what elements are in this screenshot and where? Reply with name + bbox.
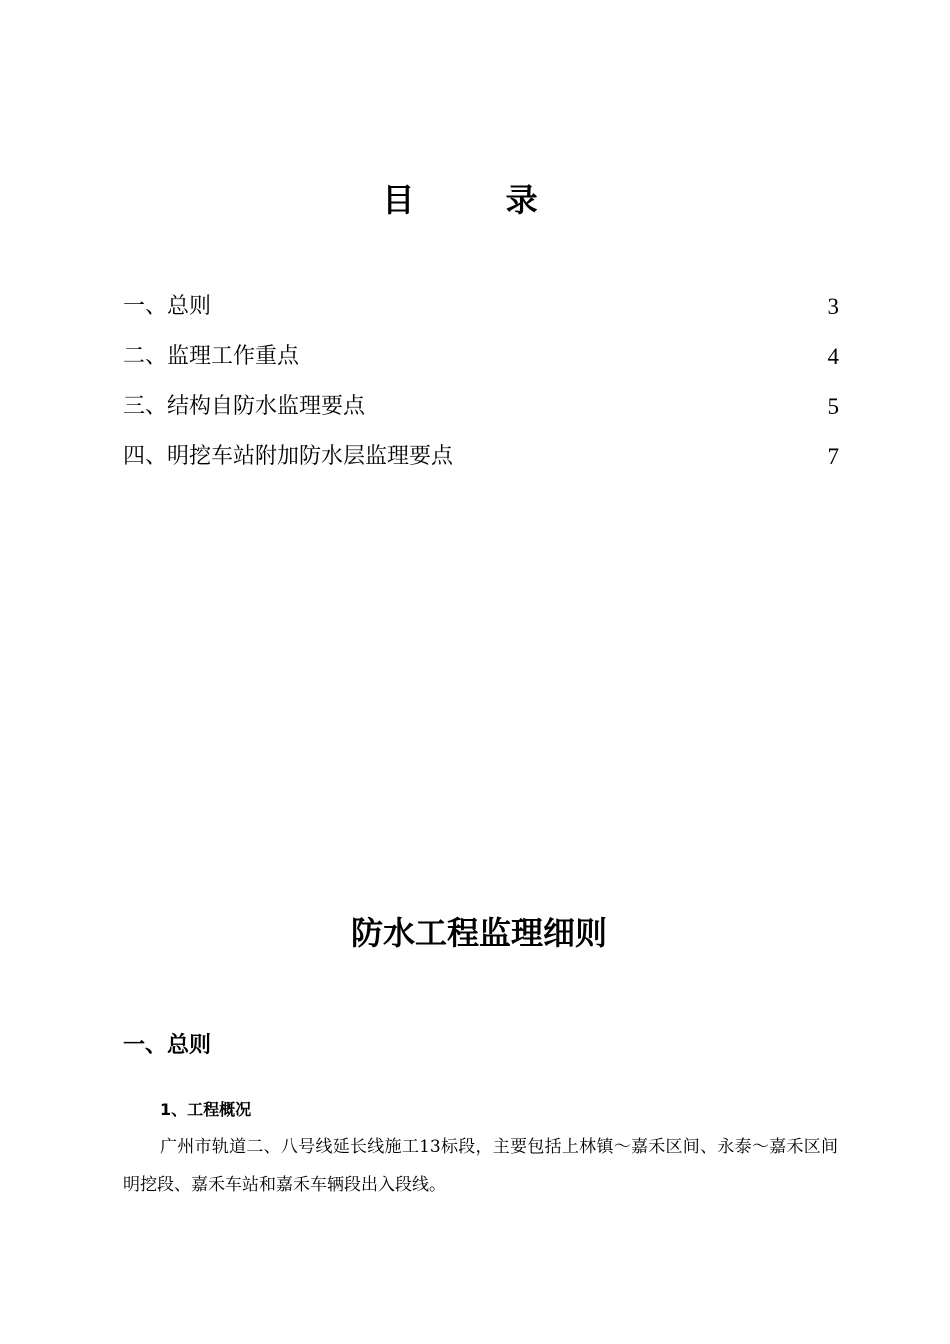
sub-heading: 1、工程概况 [160,1100,252,1119]
toc-entry-page: 5 [827,394,839,419]
toc-entry-label: 四、明挖车站附加防水层监理要点 [123,444,454,469]
toc-entry-page: 4 [827,344,839,369]
table-of-contents [123,282,839,482]
toc-entry[interactable] [123,282,839,332]
body-paragraph: 广州市轨道二、八号线延长线施工13标段，主要包括上林镇～嘉禾区间、永泰～嘉禾区间明挖段、嘉禾车站和嘉禾车辆段出入段线。 [123,1137,838,1195]
toc-entry-page: 3 [827,294,839,319]
toc-entry-label: 一、总则 [123,294,212,319]
toc-entry[interactable] [123,332,839,382]
toc-entry-page: 7 [827,444,839,469]
toc-entry-label: 三、结构自防水监理要点 [123,394,366,419]
toc-entry[interactable] [123,382,839,432]
toc-entry[interactable] [123,432,839,482]
document-title: 防水工程监理细则 [350,914,607,952]
toc-entry-label: 二、监理工作重点 [123,344,300,369]
toc-title: 目 录 [382,181,578,219]
section-heading: 一、总则 [123,1033,212,1058]
